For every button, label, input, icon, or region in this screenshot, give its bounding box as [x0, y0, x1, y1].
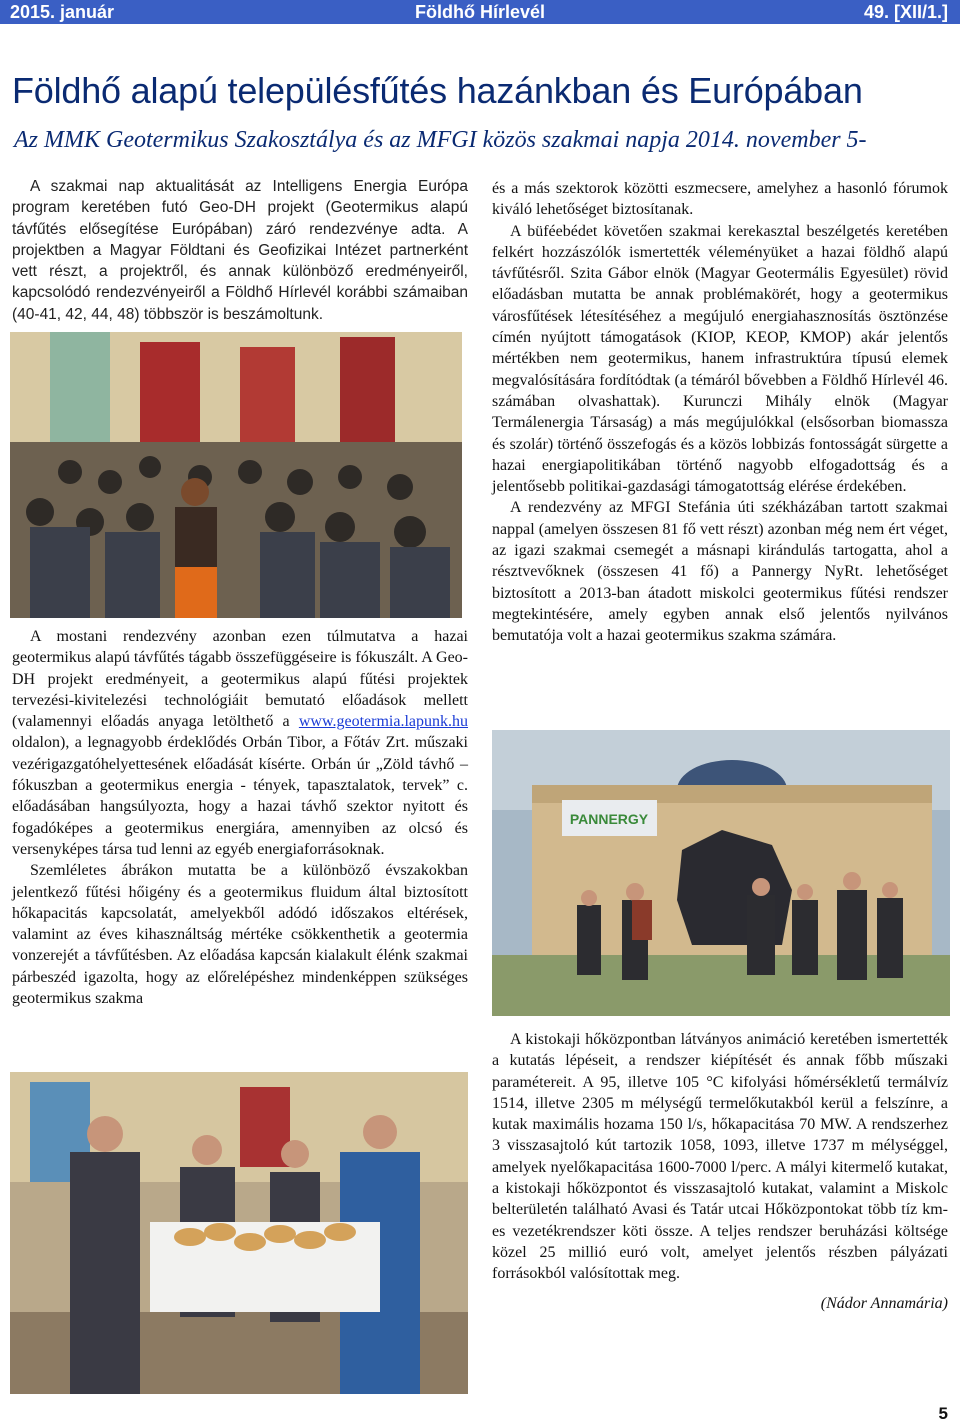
audience-photo-illustration — [10, 332, 462, 618]
header-publication: Földhő Hírlevél — [414, 2, 546, 22]
right-paragraph-4: A kistokaji hőközpontban látványos animáció keretében ismertették a kutatás lépéseit, a rendszer kiépítését és annak főbb műszaki paramétereit. A 95, illetve 105 °C kifolyási hőmérsékletű termálvíz 1514, illetve 2305 m mélységű termelőkutakból kerül a felszínre, a kutak maximális hozama 150 l/s, hőkapacitása 70 MW. A rendszerhez 3 visszasajtoló kút tartozik 1058, 1093, illetve 1737 m mélységgel, amelyek nyelőkapacitása 1600-7000 l/perc. A mályi kitermelő kutakat, a kistokaji hőközpontot és visszasajtoló kutakat, valamint a Miskolc belterületén található Avasi és Tatár utcai Hőközpontokat több tíz km-es vezetékrendszer köti össze. A teljes rendszer beruházási költsége közel 25 millió euró volt, amelyet jelentős részben pályázati forrásokból valósítottak meg. — [492, 1031, 948, 1283]
buffet-photo-illustration — [10, 1072, 468, 1394]
lead-paragraph: A szakmai nap aktualitását az Intelligens Energia Európa program keretében futó Geo-DH projekt (Geotermikus alapú távfűtés elősegítése Európában) záró rendezvénye adta. A projektben a Magyar Földtani és Geofizikai Intézet partnerként vett részt, a projektről, és annak különböző eredményeiről, kapcsolódó rendezvényeiről a Földhő Hírlevél korábbi számaiban (40-41, 42, 44, 48) többször is beszámoltunk. — [12, 178, 468, 323]
header-bar — [0, 0, 960, 24]
right-paragraph-3: A rendezvény az MFGI Stefánia úti székházában tartott szakmai nappal (amelyen összesen 81 fő vett részt) azonban még nem ért véget, az igazi szakmai csemegét a másnapi kirándulás tartogatta, ahol a résztvevőknek (összesen 41 fő) a Pannergy NyRt. lehetőséget biztosított a 2013-ban átadott miskolci geotermikus fűtési rendszer megtekintésére, amely egyben annak első jelentős nyilvános bemutatója volt a hazai geotermikus szakma számára. — [492, 499, 948, 645]
right-paragraph-2: A büféebédet követően szakmai kerekasztal beszélgetés keretében felkért hozzászólók ismertették véleményüket a hazai földhő alapú távfűtésről. Szita Gábor elnök (Magyar Geotermális Egyesület) rövid előadásban mutatta be annak problémakörét, hogy a geotermikus városfűtések létesítéséhez a megújuló energiahasznosítás ösztönzése címén nyújtott támogatások (KIOP, KEOP, KMOP) akár jelentős mértékben nem geotermikus, hanem infrastruktúra típusú elemek megvalósítására fordítódtak (a témáról bővebben a Földhő Hírlevél 46. számában olvashattak). Kurunczi Mihály elnök (Magyar Termálenergia Társaság) a más megújulókkal (elsősorban biomassza és szolár) történő összefogás és a közös lobbizás fontosságát sürgette a hazai energiapolitikában történő nagyobb elfogadottság és a jelentősebb politikai-gazdasági támogatottság elérése érdekében. — [492, 222, 948, 496]
conference-audience-photo — [10, 332, 462, 618]
page-number: 5 — [938, 1404, 948, 1423]
header-issue: 49. [XII/1.] — [863, 2, 948, 22]
article-title: Földhő alapú településfűtés hazánkban és Európában — [12, 70, 863, 111]
article-subtitle: Az MMK Geotermikus Szakosztálya és az MFGI közös szakmai napja 2014. november 5- — [14, 127, 867, 153]
paragraph-1-continued: oldalon), a legnagyobb érdeklődés Orbán Tibor, a Főtáv Zrt. műszaki vezérigazgatóhelyettesének előadását kísérte. Orbán úr „Zöld távhő – fókuszban a geotermikus energia - tények, tapasztalatok, tervek” c. előadásában hangsúlyozta, hogy a hazai távhő szektor nyitott és fogadóképes a geotermikus energiára, amennyiben az olcsó és versenyképes társa tud lenni az egyéb energiaforrásoknak. — [12, 734, 468, 858]
pannergy-sign-text: PANNERGY — [569, 811, 649, 827]
body-paragraph-1 — [12, 626, 468, 860]
body-paragraph-2: Szemléletes ábrákon mutatta be a különböző évszakokban jelentkező fűtési hőigény és a geotermikus fluidum által biztosított hőkapacitás kapcsolatát, amelyekből adódó időszakos eltérések, valamint az éves kihasználtság mértéke csökkenthetik a geotermia vonzerejét a távfűtésben. Az előadása kapcsán kialakult élénk szakmai párbeszéd igazolta, hogy az előrelépéshez mindenképpen szükséges geotermikus szakma — [12, 862, 468, 1008]
author-signature: (Nádor Annamária) — [820, 1294, 948, 1312]
buffet-lunch-photo — [10, 1072, 468, 1394]
right-body-text-top — [492, 178, 948, 647]
left-body-text — [12, 626, 468, 1009]
right-paragraph-1: és a más szektorok közötti eszmecsere, amelyhez a hasonló fórumok kiváló lehetőséget biztosítanak. — [492, 180, 948, 219]
building-photo-illustration — [492, 730, 950, 1016]
pannergy-building-photo — [492, 730, 950, 1016]
lead-paragraph-block — [12, 176, 468, 325]
header-date: 2015. január — [10, 2, 115, 22]
geotermia-link[interactable]: www.geotermia.lapunk.hu — [298, 713, 469, 731]
right-body-text-bottom — [492, 1029, 948, 1314]
paragraph-1-text: A mostani rendezvény azonban ezen túlmutatva a hazai geotermikus alapú távfűtés tágabb összefüggéseire is fókuszált. A Geo-DH projekt eredményeit, a geotermikus alapú fűtési projektek tervezési-kivitelezési technológiáit bemutató előadások mellett (valamennyi előadás anyaga letölthető a — [12, 628, 468, 731]
